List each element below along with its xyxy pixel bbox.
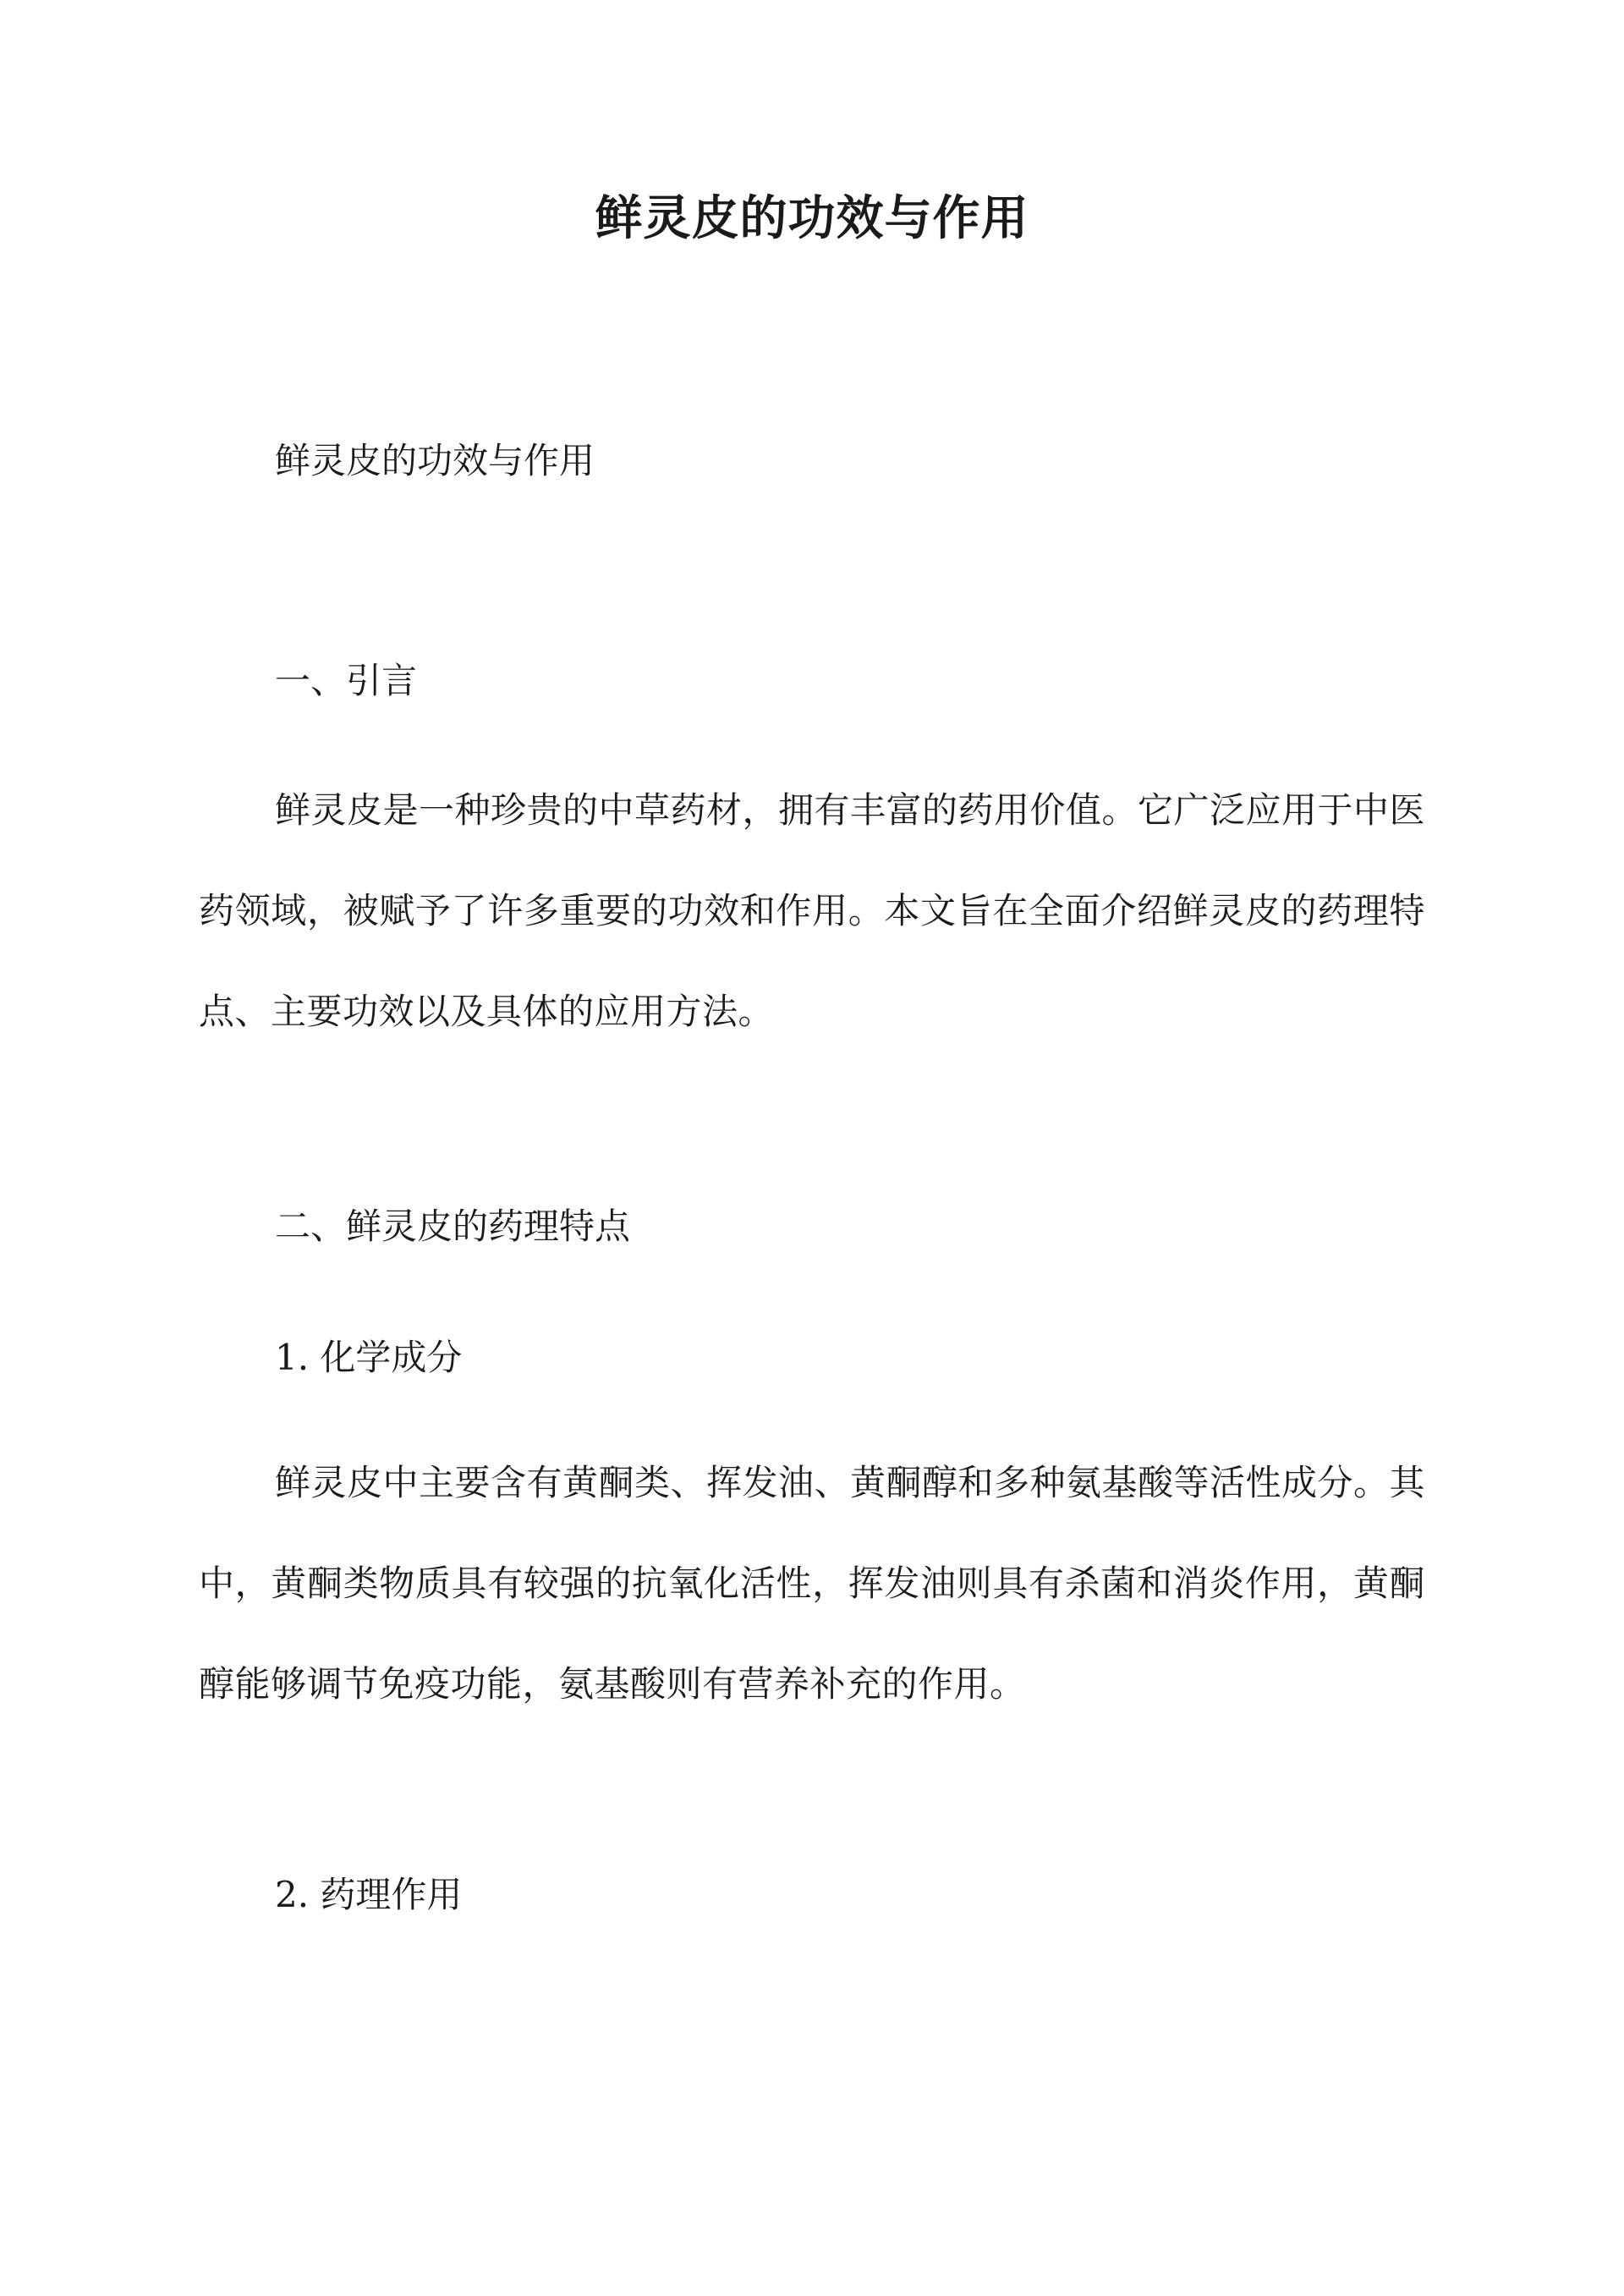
chemical-composition-paragraph: 鲜灵皮中主要含有黄酮类、挥发油、黄酮醇和多种氨基酸等活性成分。其中，黄酮类物质具有较强的抗氧化活性，挥发油则具有杀菌和消炎作用，黄酮醇能够调节免疫功能，氨基酸则有营养补充的作用。 (199, 1462, 1426, 1705)
document-subtitle: 鲜灵皮的功效与作用 (275, 440, 595, 481)
subsection-heading-chemical-composition: 1. 化学成分 (275, 1337, 463, 1378)
section-heading-pharmacology: 二、鲜灵皮的药理特点 (275, 1206, 631, 1247)
introduction-paragraph: 鲜灵皮是一种珍贵的中草药材，拥有丰富的药用价值。它广泛应用于中医药领域，被赋予了许多重要的功效和作用。本文旨在全面介绍鲜灵皮的药理特点、主要功效以及具体的应用方法。 (199, 789, 1426, 1032)
document-title: 鲜灵皮的功效与作用 (595, 190, 1029, 246)
subsection-heading-pharmacological-action: 2. 药理作用 (275, 1874, 463, 1915)
section-heading-introduction: 一、引言 (275, 660, 418, 701)
